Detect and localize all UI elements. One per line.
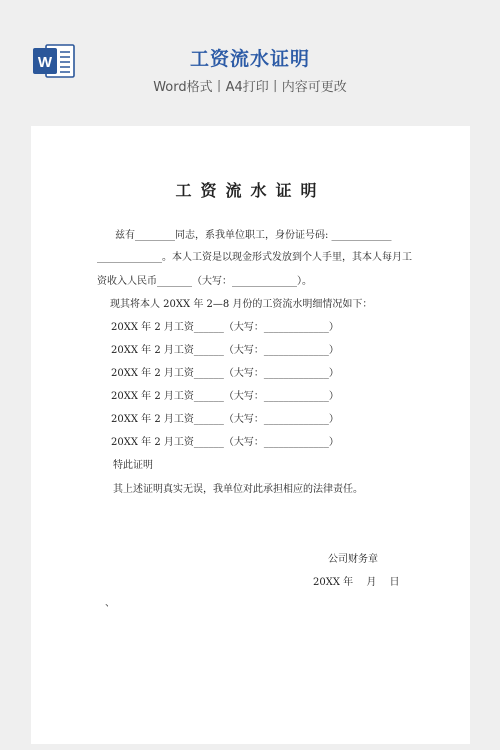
salary-line: 20XX 年 2 月工资______（大写：_____________） — [111, 414, 339, 425]
closing-line: 特此证明 — [113, 460, 153, 471]
svg-text:W: W — [37, 54, 53, 71]
paragraph-line: 资收入人民币_______（大写：_____________）。 — [97, 276, 312, 287]
closing-line: 其上述证明真实无误，我单位对此承担相应的法律责任。 — [113, 484, 363, 495]
paragraph-line: _____________。本人工资是以现金形式发放到个人手里，其本人每月工 — [97, 252, 412, 263]
page-title: 工资流水证明 — [189, 48, 310, 70]
signature-org: 公司财务章 — [328, 554, 378, 565]
stray-mark: 、 — [105, 598, 115, 609]
document-page — [31, 126, 470, 744]
salary-line: 20XX 年 2 月工资______（大写：_____________） — [111, 437, 339, 448]
salary-line: 20XX 年 2 月工资______（大写：_____________） — [111, 345, 339, 356]
document-body — [31, 126, 470, 744]
document-title: 工资流水证明 — [175, 181, 326, 200]
signature-date: 20XX 年 月 日 — [313, 577, 400, 588]
paragraph-line: 兹有________同志，系我单位职工，身份证号码: ____________ — [115, 230, 392, 241]
salary-line: 20XX 年 2 月工资______（大写：_____________） — [111, 391, 339, 402]
page-header — [0, 0, 500, 112]
salary-line: 20XX 年 2 月工资______（大写：_____________） — [111, 322, 339, 333]
salary-line: 20XX 年 2 月工资______（大写：_____________） — [111, 368, 339, 379]
page-subtitle: Word格式丨A4打印丨内容可更改 — [153, 80, 347, 95]
paragraph-line: 现其将本人 20XX 年 2—8 月份的工资流水明细情况如下： — [110, 299, 373, 310]
